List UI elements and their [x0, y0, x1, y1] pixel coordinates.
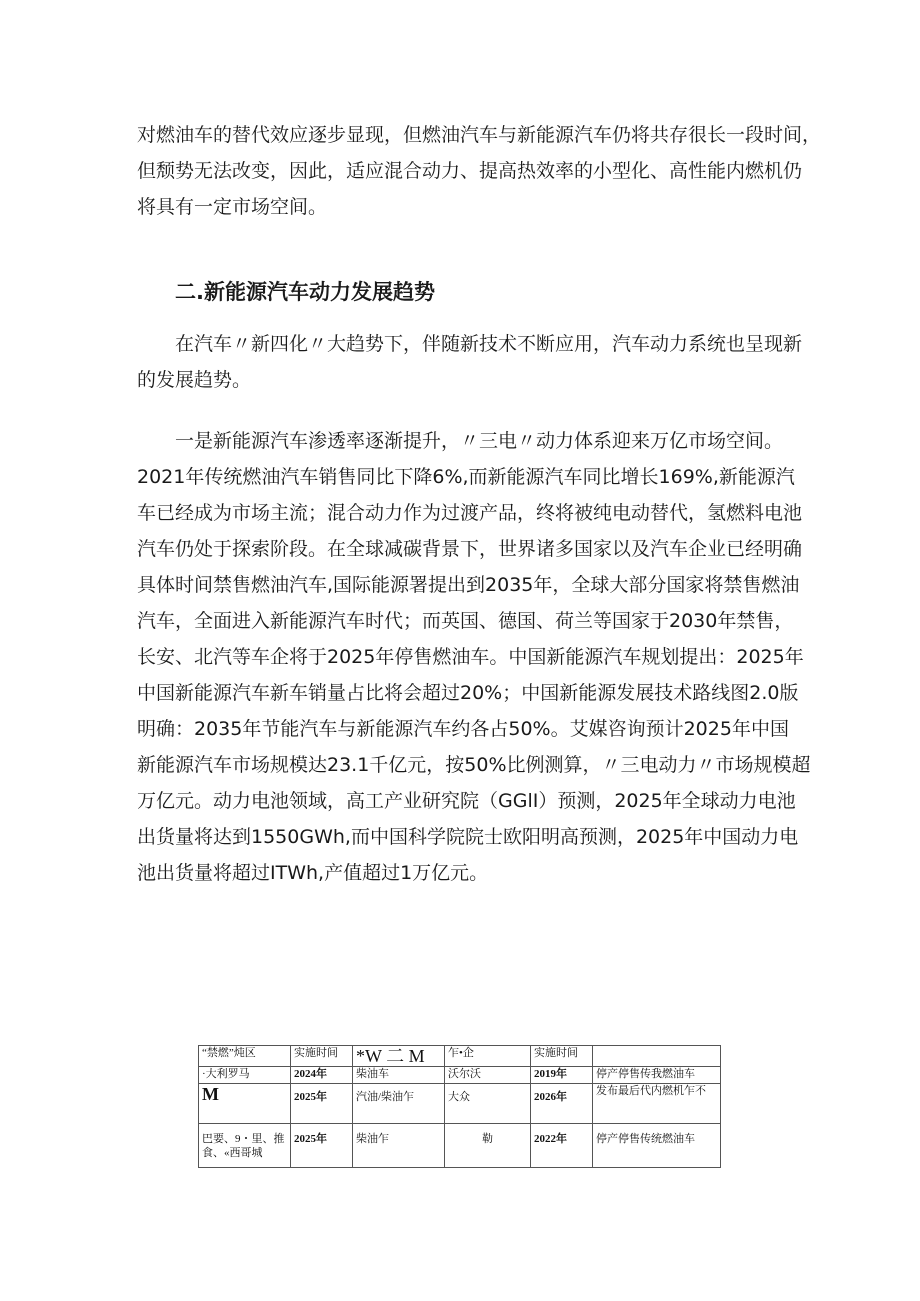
text-line: 新能源汽车市场规模达23.1千亿元，按50%比例测算，〃三电动力〃市场规模超: [137, 754, 811, 776]
text-line: 长安、北汽等车企将于2025年停售燃油车。中国新能源汽车规划提出：2025年: [137, 646, 804, 668]
header-ban-region: “禁燃”炖区: [199, 1046, 291, 1067]
cell-region: 巴要、9・里、推食、«西哥城: [199, 1124, 291, 1168]
paragraph-penetration: [137, 423, 811, 891]
cell-automaker: 沃尔沃: [445, 1067, 531, 1084]
table-row: [199, 1084, 721, 1124]
text-line: 汽车仍处于探索阶段。在全球减碳背景下，世界诸多国家以及汽车企业已经明确: [137, 538, 803, 560]
cell-region: M: [199, 1084, 291, 1124]
text-line: 具体时间禁售燃油汽车,国际能源署提出到2035年，全球大部分国家将禁售燃油: [137, 574, 800, 596]
text-line: 对燃油车的替代效应逐步显现，但燃油汽车与新能源汽车仍将共存很长一段时间，: [137, 124, 822, 146]
header-vehicle-type: *W 二 M: [353, 1046, 445, 1067]
cell-year: 2025年: [291, 1084, 353, 1124]
text-line: 将具有一定市场空间。: [137, 196, 328, 218]
cell-automaker: 勒: [445, 1124, 531, 1168]
text-line: 车已经成为市场主流；混合动力作为过渡产品，终将被纯电动替代，氢燃料电池: [137, 502, 803, 524]
cell-automaker: 大众: [445, 1084, 531, 1124]
table-row: [199, 1124, 721, 1168]
cell-region: ·大利罗马: [199, 1067, 291, 1084]
header-measure: [593, 1046, 721, 1067]
text-line: 汽车，全面进入新能源汽车时代；而英国、德国、荷兰等国家于2030年禁售，: [137, 610, 794, 632]
text-line: 但颓势无法改变，因此，适应混合动力、提高热效率的小型化、高性能内燃机仍: [137, 160, 803, 182]
table-header-row: [199, 1046, 721, 1067]
cell-year-2: 2022年: [531, 1124, 593, 1168]
cell-year-2: 2019年: [531, 1067, 593, 1084]
header-effective-date: 实施时间: [291, 1046, 353, 1067]
section-heading: 二.新能源汽车动力发展趋势: [175, 280, 435, 304]
cell-measure: 停产停售传我燃油车: [593, 1067, 721, 1084]
text-line: 在汽车〃新四化〃大趋势下，伴随新技术不断应用，汽车动力系统也呈现新: [175, 333, 803, 355]
cell-year-2: 2026年: [531, 1084, 593, 1124]
header-effective-date-2: 实施时间: [531, 1046, 593, 1067]
text-line: 万亿元。动力电池领域，高工产业研究院（GGlI）预测，2025年全球动力电池: [137, 790, 796, 812]
paragraph-ice-outlook: [137, 117, 822, 225]
table-row: [199, 1067, 721, 1084]
text-line: 2021年传统燃油汽车销售同比下降6%,而新能源汽车同比增长169%,新能源汽: [137, 466, 795, 488]
text-line: 的发展趋势。: [137, 369, 252, 391]
text-line: 出货量将达到1550GWh,而中国科学院院士欧阳明高预测，2025年中国动力电: [137, 826, 799, 848]
text-line: 一是新能源汽车渗透率逐渐提升，〃三电〃动力体系迎来万亿市场空间。: [175, 430, 784, 452]
header-automaker: 乍•企: [445, 1046, 531, 1067]
cell-vehicle: 柴油乍: [353, 1124, 445, 1168]
cell-year: 2024年: [291, 1067, 353, 1084]
cell-measure: 停产停售传统燃油车: [593, 1124, 721, 1168]
text-line: 明确：2035年节能汽车与新能源汽车约各占50%。艾媒咨询预计2025年中国: [137, 718, 789, 740]
paragraph-trend-intro: [137, 326, 803, 398]
cell-measure: 发布最后代内燃机乍不: [593, 1084, 721, 1124]
cell-vehicle: 柴油车: [353, 1067, 445, 1084]
cell-vehicle: 汽油/柴油乍: [353, 1084, 445, 1124]
cell-year: 2025年: [291, 1124, 353, 1168]
text-line: 中国新能源汽车新车销量占比将会超过20%；中国新能源发展技术路线图2.0版: [137, 682, 799, 704]
ice-ban-table: [198, 1045, 721, 1168]
text-line: 池出货量将超过ITWh,产值超过1万亿元。: [137, 862, 489, 884]
